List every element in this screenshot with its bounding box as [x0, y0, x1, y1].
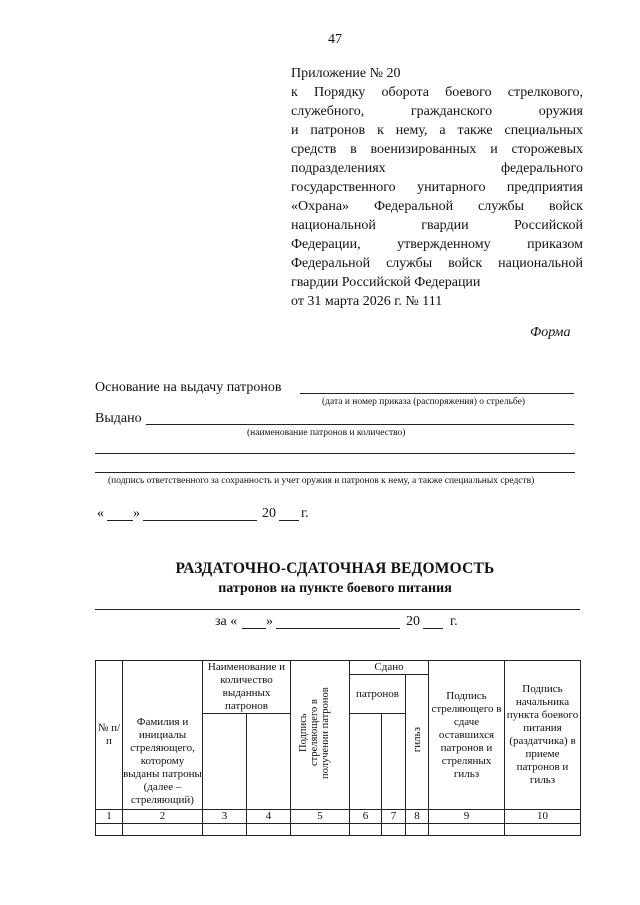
- table-cell[interactable]: [505, 824, 581, 836]
- table-row[interactable]: [96, 824, 581, 836]
- issued-label: Выдано: [95, 411, 142, 426]
- appendix-line: к Порядку оборота боевого стрелкового,: [291, 85, 583, 100]
- appendix-line: Приложение № 20: [291, 66, 401, 81]
- signature-hint: (подпись ответственного за сохранность и учет оружия и патронов к нему, а также специальных средств): [108, 476, 535, 486]
- column-number: 5: [291, 810, 350, 824]
- header-signature-receipt: Подпись стреляющего в получении патронов: [298, 687, 331, 779]
- header-cartridges: патронов: [350, 675, 406, 714]
- date-year-suffix: г.: [301, 506, 309, 521]
- period-year-prefix: 20: [406, 614, 420, 629]
- table-cell[interactable]: [203, 824, 247, 836]
- table-cell[interactable]: [96, 824, 123, 836]
- signature-field-line[interactable]: [95, 472, 575, 473]
- header-signature-receipt-cell: [291, 661, 350, 810]
- header-issued-sub1: [203, 714, 247, 810]
- header-cartridges-sub1: [350, 714, 382, 810]
- table-cell[interactable]: [406, 824, 429, 836]
- column-number: 3: [203, 810, 247, 824]
- appendix-line: от 31 марта 2026 г. № 111: [291, 294, 443, 309]
- period-close-quote: »: [266, 614, 273, 629]
- column-number-row: [96, 810, 581, 824]
- period-day-field[interactable]: [242, 628, 266, 629]
- period-prefix: за «: [215, 614, 238, 629]
- period-year-field[interactable]: [423, 628, 443, 629]
- column-number: 10: [505, 810, 581, 824]
- column-number: 6: [350, 810, 382, 824]
- table-cell[interactable]: [350, 824, 382, 836]
- header-issued-group: Наименование и количество выданных патронов: [203, 661, 291, 714]
- basis-label: Основание на выдачу патронов: [95, 380, 282, 395]
- table-cell[interactable]: [291, 824, 350, 836]
- appendix-line: средств в военизированных и сторожевых: [291, 142, 583, 157]
- issued-hint: (наименование патронов и количество): [247, 428, 406, 438]
- table-cell[interactable]: [382, 824, 406, 836]
- appendix-line: и патронов к нему, а также специальных: [291, 123, 583, 138]
- appendix-line: национальной гвардии Российской: [291, 218, 583, 233]
- header-name: Фамилия и инициалы стреляющего, которому выданы патроны (далее – стреляющий): [123, 661, 203, 810]
- appendix-line: Федерации, утвержденному приказом: [291, 237, 583, 252]
- column-number: 8: [406, 810, 429, 824]
- appendix-line: подразделениях федерального: [291, 161, 583, 176]
- header-num: № п/п: [96, 661, 123, 810]
- column-number: 4: [247, 810, 291, 824]
- period-year-suffix: г.: [450, 614, 458, 629]
- column-number: 1: [96, 810, 123, 824]
- period-month-field[interactable]: [276, 628, 400, 629]
- table-cell[interactable]: [429, 824, 505, 836]
- appendix-line: гвардии Российской Федерации: [291, 275, 481, 290]
- date-month-field[interactable]: [143, 520, 257, 521]
- issued-field-line[interactable]: [146, 424, 574, 425]
- ledger-table: [95, 660, 581, 836]
- extra-field-line[interactable]: [95, 453, 575, 454]
- date-year-prefix: 20: [262, 506, 276, 521]
- appendix-line: Федеральной службы войск национальной: [291, 256, 583, 271]
- column-number: 9: [429, 810, 505, 824]
- appendix-line: «Охрана» Федеральной службы войск: [291, 199, 583, 214]
- date-year-field[interactable]: [279, 520, 299, 521]
- form-label: Форма: [530, 325, 571, 340]
- column-number: 2: [123, 810, 203, 824]
- header-cartridges-sub2: [382, 714, 406, 810]
- appendix-line: служебного, гражданского оружия: [291, 104, 583, 119]
- basis-hint: (дата и номер приказа (распоряжения) о стрельбе): [322, 397, 526, 407]
- header-shooter-signature: Подпись стреляющего в сдаче оставшихся патронов и стреляных гильз: [429, 661, 505, 810]
- header-returned-group: Сдано: [350, 661, 429, 675]
- document-subtitle: патронов на пункте боевого питания: [218, 581, 452, 596]
- date-close-quote: »: [133, 506, 140, 521]
- basis-field-line[interactable]: [300, 393, 574, 394]
- header-issued-sub2: [247, 714, 291, 810]
- page-number: 47: [328, 32, 342, 47]
- column-number: 7: [382, 810, 406, 824]
- date-day-field[interactable]: [107, 520, 133, 521]
- date-open-quote: «: [97, 506, 104, 521]
- document-title: РАЗДАТОЧНО-СДАТОЧНАЯ ВЕДОМОСТЬ: [175, 560, 495, 577]
- title-rule: [95, 609, 580, 610]
- appendix-block: [291, 64, 583, 311]
- table-cell[interactable]: [123, 824, 203, 836]
- header-casings-cell: [406, 675, 429, 810]
- appendix-line: государственного унитарного предприятия: [291, 180, 583, 195]
- table-cell[interactable]: [247, 824, 291, 836]
- header-chief-signature: Подпись начальника пункта боевого питания (раздатчика) в приеме патронов и гильз: [505, 661, 581, 810]
- header-casings: гильз: [410, 727, 423, 753]
